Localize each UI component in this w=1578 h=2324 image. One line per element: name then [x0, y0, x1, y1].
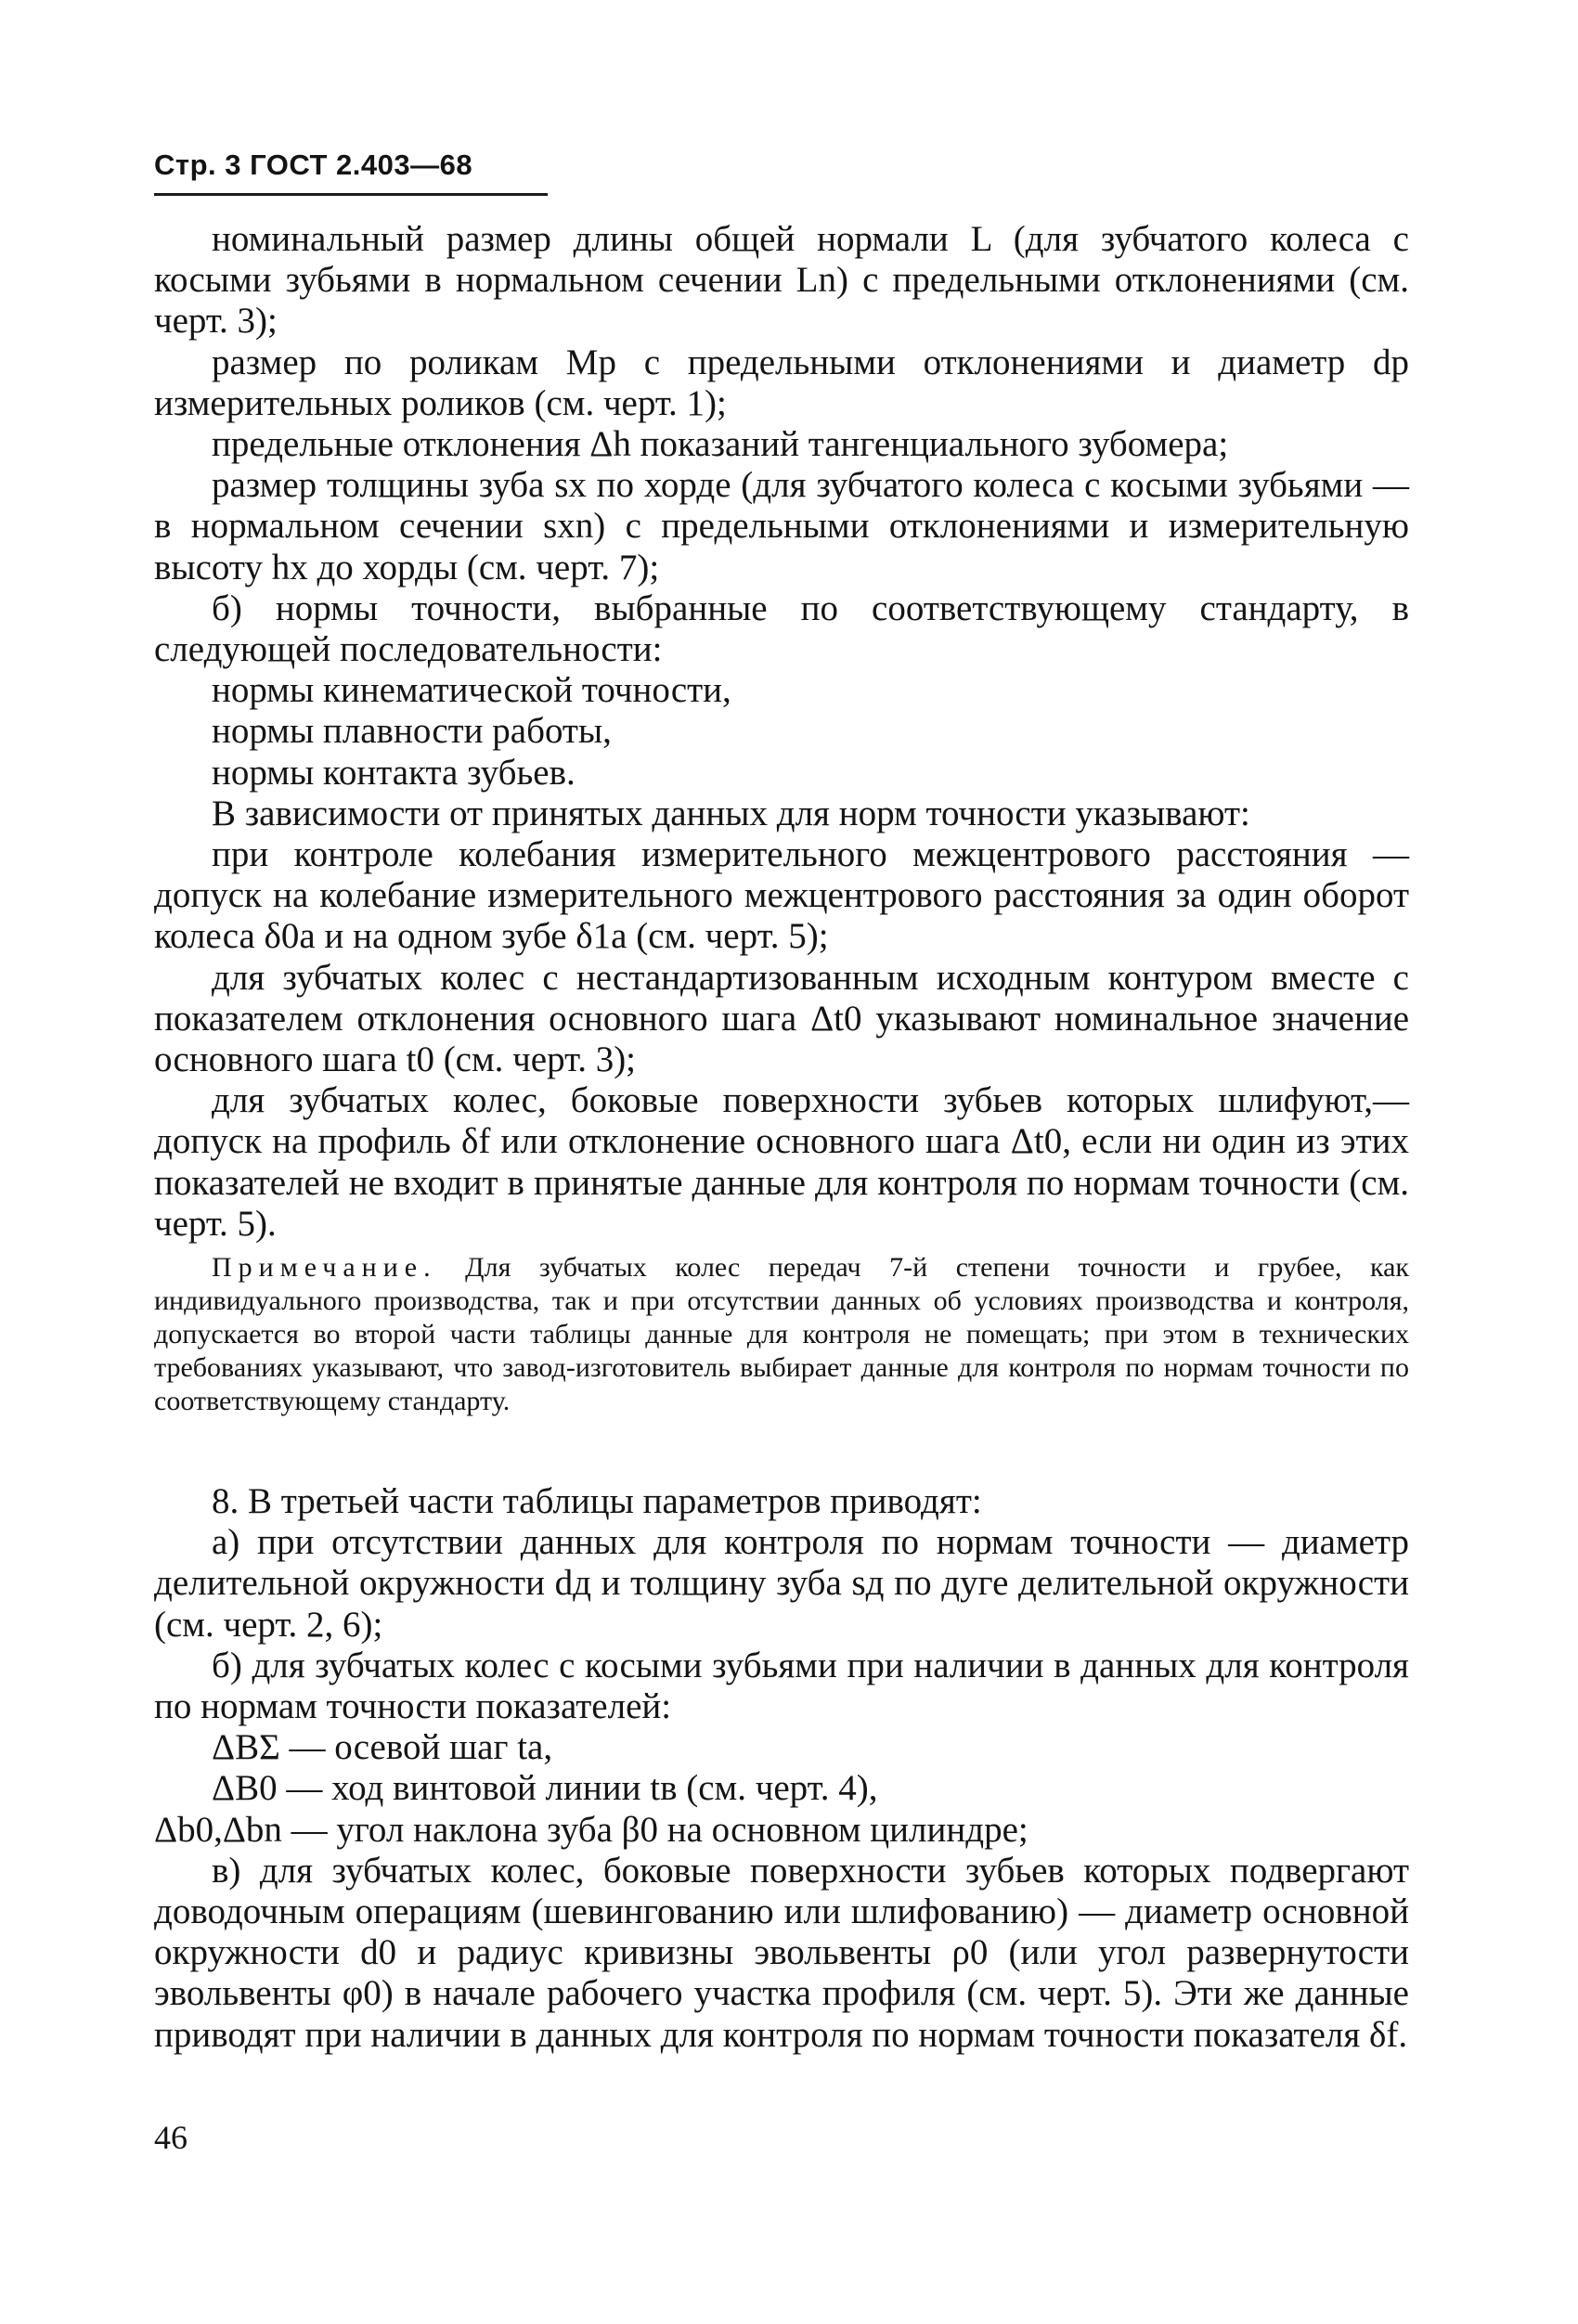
section-8-item-b: б) для зубчатых колес с косыми зубьями при наличии в данных для контроля по нормам точности показателей: — [154, 1645, 1409, 1727]
paragraph-roller-size: размер по роликам Mр с предельными отклонениями и диаметр dр измерительных роликов (см. черт. 1); — [154, 342, 1409, 423]
formula-helix-lead: ΔB0 — ход винтовой линии tв (см. черт. 4), — [212, 1768, 878, 1809]
header-rule — [154, 193, 548, 196]
list-item-kinematic: нормы кинематической точности, — [212, 670, 731, 711]
formula-helix-angle: Δb0,Δbn — угол наклона зуба β0 на основном цилиндре; — [154, 1809, 1028, 1850]
paragraph-depending: В зависимости от принятых данных для норм точности указывают: — [212, 793, 1250, 833]
page-header: Стр. 3 ГОСТ 2.403—68 — [154, 148, 473, 181]
section-8-heading: 8. В третьей части таблицы параметров приводят: — [212, 1481, 982, 1521]
page-number: 46 — [154, 2119, 188, 2156]
note-label: Примечание. — [212, 1252, 437, 1283]
formula-axial-pitch: ΔBΣ — осевой шаг ta, — [212, 1727, 553, 1768]
note-text: Для зубчатых колес передач 7-й степени точности и грубее, как индивидуального производства, так и при отсутствии данных об условиях производства и контроля, допускается во второй части таблицы данные для контроля не помещать; при этом в технических требованиях указывают, что завод-изготовитель выбирает данные для контроля по нормам точности по соответствующему стандарту. — [154, 1252, 1409, 1416]
section-8 — [154, 1481, 1409, 2056]
note-block — [154, 1251, 1409, 1418]
section-8-item-v: в) для зубчатых колес, боковые поверхности зубьев которых подвергают доводочным операциям (шевингованию или шлифованию) — диаметр основной окружности d0 и радиус кривизны эвольвенты ρ0 (или угол развернутости эвольвенты φ0) в начале рабочего участка профиля (см. черт. 5). Эти же данные приводят при наличии в данных для контроля по нормам точности показателя δf. — [154, 1850, 1409, 2055]
list-item-smoothness: нормы плавности работы, — [212, 711, 612, 752]
paragraph-center-distance: при контроле колебания измерительного межцентрового расстояния — допуск на колебание измерительного межцентрового расстояния за один оборот колеса δ0a и на одном зубе δ1a (см. черт. 5); — [154, 834, 1409, 957]
body-text — [154, 219, 1409, 1245]
paragraph-common-normal: номинальный размер длины общей нормали L (для зубчатого колеса с косыми зубьями в нормальном сечении Ln) с предельными отклонениями (см. черт. 3); — [154, 219, 1409, 342]
paragraph-chord-thickness: размер толщины зуба sx по хорде (для зубчатого колеса с косыми зубьями — в нормальном сечении sxn) с предельными отклонениями и измерительную высоту hx до хорды (см. черт. 7); — [154, 465, 1409, 587]
paragraph-tooth-gauge: предельные отклонения Δh показаний тангенциального зубомера; — [212, 424, 1229, 465]
paragraph-accuracy-norms: б) нормы точности, выбранные по соответствующему стандарту, в следующей последовательности: — [154, 587, 1409, 670]
list-item-contact: нормы контакта зубьев. — [212, 752, 576, 793]
section-8-item-a: а) при отсутствии данных для контроля по нормам точности — диаметр делительной окружности dд и толщину зуба sд по дуге делительной окружности (см. черт. 2, 6); — [154, 1522, 1409, 1645]
paragraph-nonstandard-contour: для зубчатых колес с нестандартизованным исходным контуром вместе с показателем отклонения основного шага Δt0 указывают номинальное значение основного шага t0 (см. черт. 3); — [154, 957, 1409, 1080]
paragraph-ground-gears: для зубчатых колес, боковые поверхности зубьев которых шлифуют,— допуск на профиль δf или отклонение основного шага Δt0, если ни один из этих показателей не входит в принятые данные для контроля по нормам точности (см. черт. 5). — [154, 1080, 1409, 1244]
